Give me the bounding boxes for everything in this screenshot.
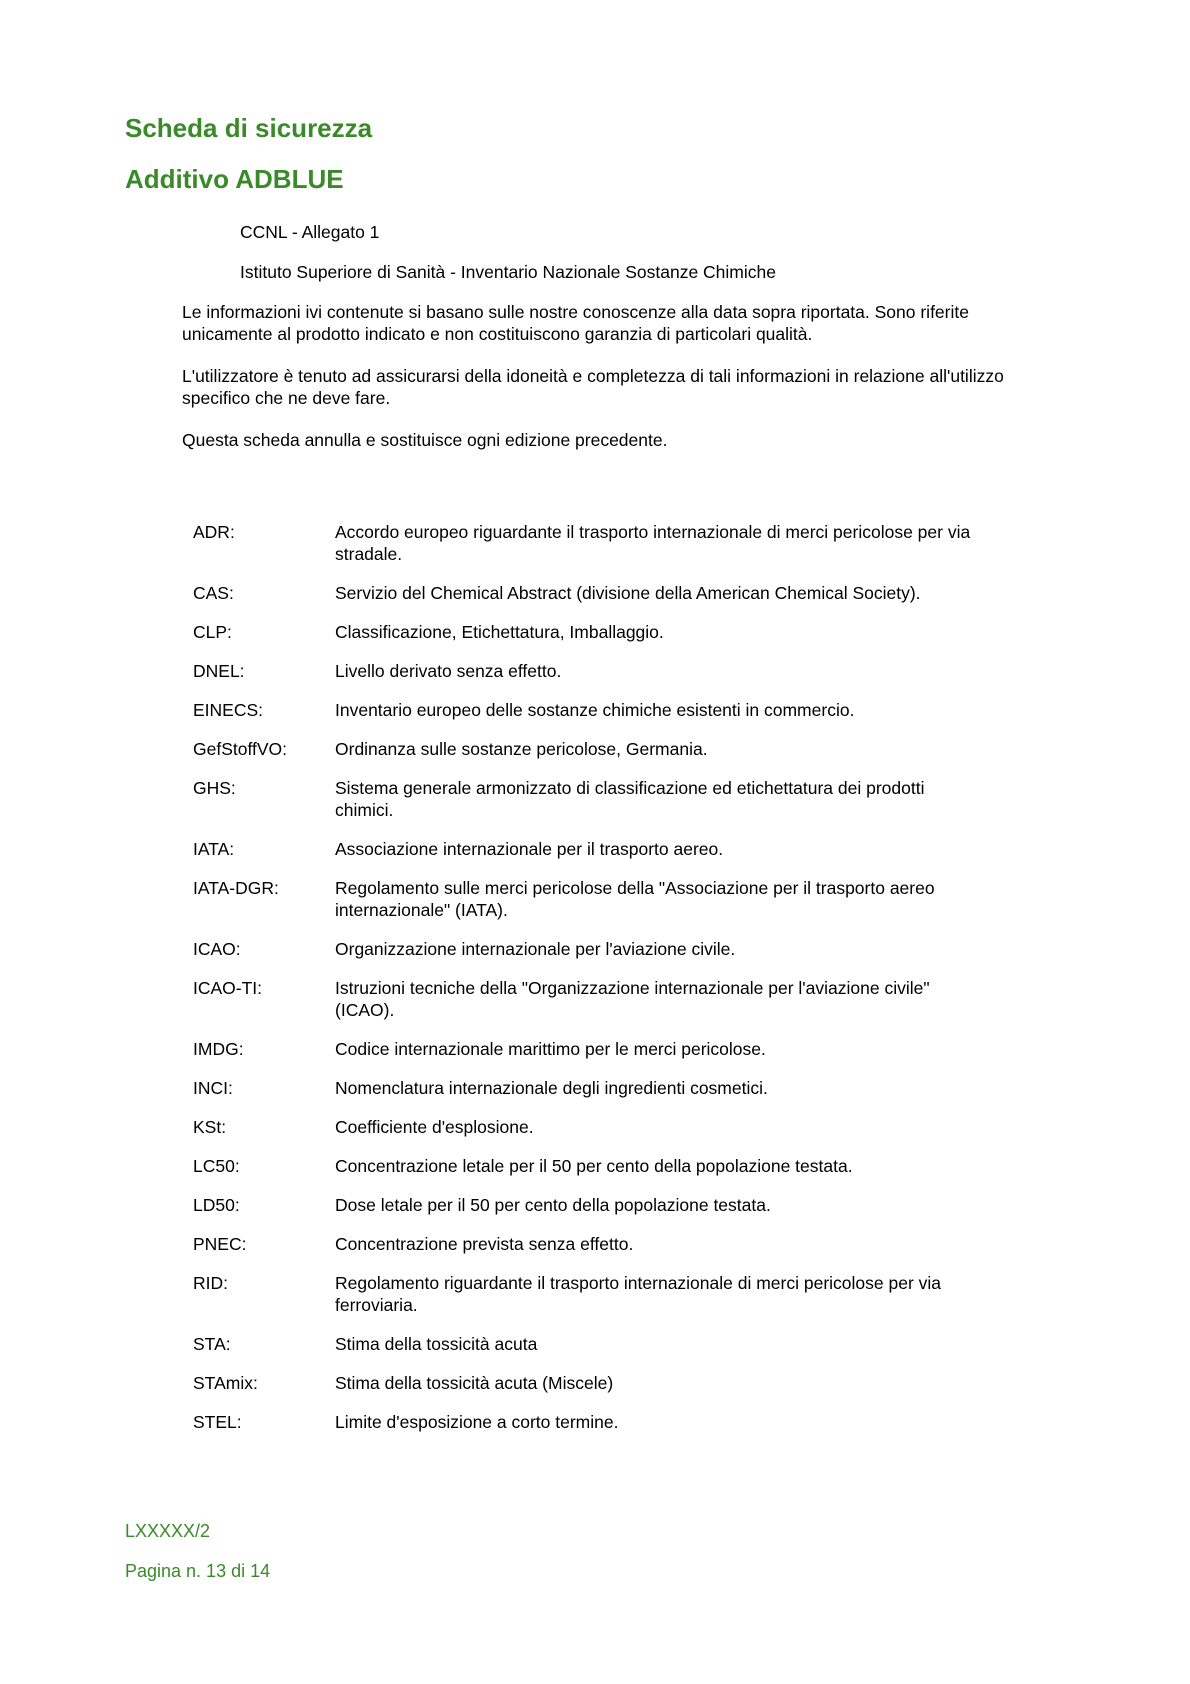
glossary-term: STA: <box>193 1334 231 1354</box>
glossary-term: LC50: <box>193 1156 240 1176</box>
glossary-term: INCI: <box>193 1078 233 1098</box>
glossary-row <box>193 1038 993 1060</box>
glossary-definition: Limite d'esposizione a corto termine. <box>335 1412 619 1432</box>
glossary-row <box>193 1194 993 1216</box>
glossary-term: CAS: <box>193 583 234 603</box>
glossary-definition: Organizzazione internazionale per l'aviazione civile. <box>335 939 736 959</box>
supersedes-paragraph: Questa scheda annulla e sostituisce ogni edizione precedente. <box>182 430 668 450</box>
glossary-term: STEL: <box>193 1412 242 1432</box>
glossary-definition: Regolamento riguardante il trasporto internazionale di merci pericolose per via ferroviaria. <box>335 1273 942 1315</box>
glossary-row <box>193 938 993 960</box>
glossary-term: PNEC: <box>193 1234 247 1254</box>
glossary-definition: Regolamento sulle merci pericolose della "Associazione per il trasporto aereo internazionale" (IATA). <box>335 878 935 920</box>
glossary-definition: Concentrazione prevista senza effetto. <box>335 1234 634 1254</box>
glossary-term: KSt: <box>193 1117 227 1137</box>
glossary-definition: Dose letale per il 50 per cento della popolazione testata. <box>335 1195 771 1215</box>
glossary-term: GHS: <box>193 778 236 798</box>
product-name: Additivo ADBLUE <box>125 164 344 194</box>
document-title: Scheda di sicurezza <box>125 113 373 143</box>
glossary-row <box>193 1077 993 1099</box>
glossary-term: GefStoffVO: <box>193 739 288 759</box>
document-code: LXXXXX/2 <box>125 1521 211 1541</box>
glossary-term: IATA: <box>193 839 235 859</box>
glossary-definition: Stima della tossicità acuta <box>335 1334 538 1354</box>
page-number: Pagina n. 13 di 14 <box>125 1561 271 1581</box>
glossary-definition: Classificazione, Etichettatura, Imballaggio. <box>335 622 664 642</box>
glossary-term: STAmix: <box>193 1373 258 1393</box>
glossary-definition: Istruzioni tecniche della "Organizzazione internazionale per l'aviazione civile" (ICAO). <box>335 978 930 1020</box>
reference-iss: Istituto Superiore di Sanità - Inventario Nazionale Sostanze Chimiche <box>240 262 776 282</box>
glossary-term: EINECS: <box>193 700 264 720</box>
glossary-row <box>193 582 993 604</box>
glossary-row <box>193 877 993 921</box>
glossary-definition: Accordo europeo riguardante il trasporto internazionale di merci pericolose per via stradale. <box>335 522 971 564</box>
glossary-term: RID: <box>193 1273 228 1293</box>
glossary-row <box>193 738 993 760</box>
abbreviations-glossary <box>193 521 993 1450</box>
glossary-term: IMDG: <box>193 1039 244 1059</box>
glossary-row <box>193 1372 993 1394</box>
glossary-definition: Associazione internazionale per il trasporto aereo. <box>335 839 724 859</box>
glossary-definition: Nomenclatura internazionale degli ingredienti cosmetici. <box>335 1078 768 1098</box>
glossary-row <box>193 660 993 682</box>
glossary-term: DNEL: <box>193 661 245 681</box>
glossary-definition: Servizio del Chemical Abstract (divisione della American Chemical Society). <box>335 583 921 603</box>
glossary-row <box>193 838 993 860</box>
user-responsibility-paragraph: L'utilizzatore è tenuto ad assicurarsi della idoneità e completezza di tali informazioni in relazione all'utilizzo specifico che ne deve fare. <box>182 366 1004 408</box>
glossary-term: LD50: <box>193 1195 240 1215</box>
glossary-row <box>193 521 993 565</box>
glossary-definition: Coefficiente d'esplosione. <box>335 1117 534 1137</box>
glossary-definition: Inventario europeo delle sostanze chimiche esistenti in commercio. <box>335 700 855 720</box>
glossary-row <box>193 621 993 643</box>
glossary-definition: Ordinanza sulle sostanze pericolose, Germania. <box>335 739 708 759</box>
glossary-term: ICAO: <box>193 939 241 959</box>
glossary-term: CLP: <box>193 622 232 642</box>
glossary-row <box>193 1116 993 1138</box>
glossary-row <box>193 777 993 821</box>
glossary-row <box>193 1233 993 1255</box>
glossary-definition: Stima della tossicità acuta (Miscele) <box>335 1373 614 1393</box>
glossary-row <box>193 699 993 721</box>
glossary-definition: Livello derivato senza effetto. <box>335 661 562 681</box>
disclaimer-paragraph: Le informazioni ivi contenute si basano sulle nostre conoscenze alla data sopra riportata. Sono riferite unicamente al prodotto indicato e non costituiscono garanzia di particolari qualità. <box>182 302 969 344</box>
glossary-row <box>193 1155 993 1177</box>
glossary-term: ADR: <box>193 522 235 542</box>
glossary-term: ICAO-TI: <box>193 978 263 998</box>
glossary-row <box>193 1411 993 1433</box>
glossary-definition: Codice internazionale marittimo per le merci pericolose. <box>335 1039 766 1059</box>
glossary-row <box>193 1333 993 1355</box>
glossary-row <box>193 1272 993 1316</box>
glossary-row <box>193 977 993 1021</box>
glossary-definition: Sistema generale armonizzato di classificazione ed etichettatura dei prodotti chimici. <box>335 778 925 820</box>
reference-ccnl: CCNL - Allegato 1 <box>240 222 380 242</box>
glossary-term: IATA-DGR: <box>193 878 279 898</box>
glossary-definition: Concentrazione letale per il 50 per cento della popolazione testata. <box>335 1156 853 1176</box>
